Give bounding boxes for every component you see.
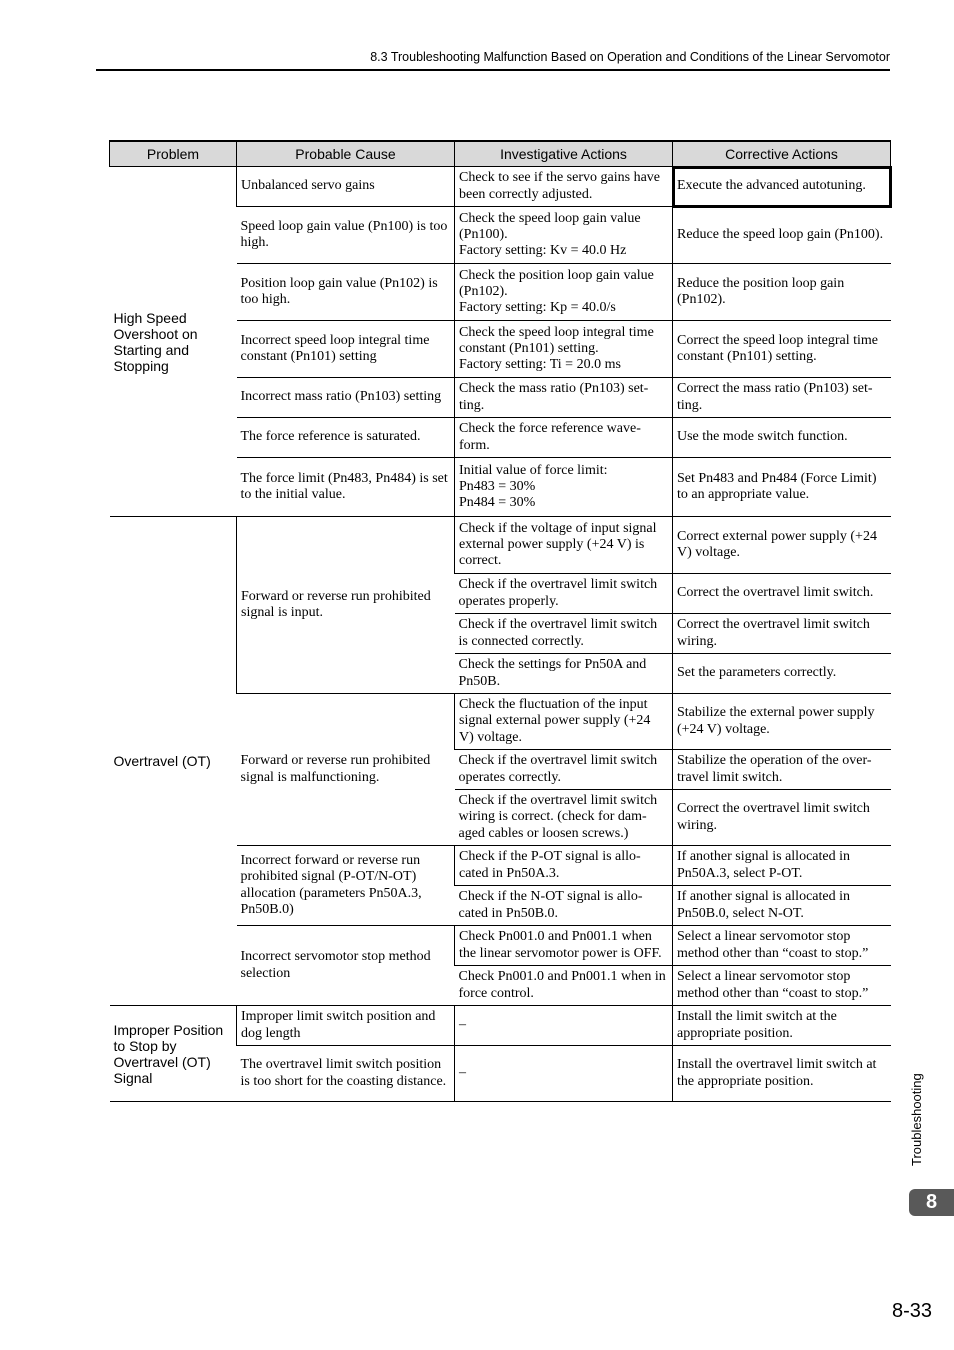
corrective-cell: Set the parameters correctly. (673, 654, 891, 694)
investigation-cell: Check if the overtravel limit switch operates properly. (455, 574, 673, 614)
investigation-cell (455, 207, 673, 264)
investigation-line: Factory setting: Kp = 40.0/s (459, 300, 616, 316)
investigation-cell: Check Pn001.0 and Pn001.1 when the linear servomotor power is OFF. (455, 926, 673, 966)
investigation-cell: Check if the voltage of input signal external power supply (+24 V) is correct. (455, 517, 673, 574)
investigation-cell: Check Pn001.0 and Pn001.1 when in force control. (455, 966, 673, 1006)
table-row (110, 517, 891, 574)
investigation-cell: Check if the overtravel limit switch operates correctly. (455, 750, 673, 790)
header-probable-cause: Probable Cause (237, 141, 455, 167)
table-row (110, 1006, 891, 1046)
cause-cell: The force limit (Pn483, Pn484) is set to the initial value. (237, 458, 455, 517)
cause-cell: Incorrect speed loop integral time constant (Pn101) setting (237, 321, 455, 378)
cause-cell: Incorrect servomotor stop method selection (237, 926, 455, 1006)
corrective-cell: Correct the overtravel limit switch. (673, 574, 891, 614)
corrective-cell: Select a linear servomotor stop method other than “coast to stop.” (673, 966, 891, 1006)
investigation-cell: – (455, 1006, 673, 1046)
cause-cell: Improper limit switch position and dog length (237, 1006, 455, 1046)
corrective-cell: Correct the speed loop integral time constant (Pn101) setting. (673, 321, 891, 378)
corrective-cell: Correct the overtravel limit switch wiring. (673, 614, 891, 654)
corrective-cell: Install the overtravel limit switch at the appropriate position. (673, 1046, 891, 1102)
header-problem: Problem (110, 141, 237, 167)
investigation-line: Check the speed loop gain value (Pn100). (459, 210, 641, 242)
section-side-label: Troubleshooting (909, 1073, 924, 1166)
investigation-line: Factory setting: Ti = 20.0 ms (459, 357, 621, 373)
cause-cell: Incorrect mass ratio (Pn103) setting (237, 378, 455, 418)
corrective-cell: If another signal is allocated in Pn50B.0, select N-OT. (673, 886, 891, 926)
corrective-cell: Use the mode switch function. (673, 418, 891, 458)
investigation-line: Pn484 = 30% (459, 495, 536, 511)
problem-cell: Improper Position to Stop by Overtravel (OT) Signal (110, 1006, 237, 1102)
corrective-cell: Stabilize the external power supply (+24 V) voltage. (673, 694, 891, 750)
investigation-cell: Check the force reference wave-form. (455, 418, 673, 458)
running-header: 8.3 Troubleshooting Malfunction Based on Operation and Conditions of the Linear Servomotor (370, 50, 890, 64)
cause-cell: Unbalanced servo gains (237, 167, 455, 207)
header-corrective-actions: Corrective Actions (673, 141, 891, 167)
cause-cell: Speed loop gain value (Pn100) is too high. (237, 207, 455, 264)
cause-cell: Forward or reverse run prohibited signal is malfunctioning. (237, 694, 455, 846)
corrective-cell: Correct the overtravel limit switch wiring. (673, 790, 891, 846)
cause-cell: The force reference is saturated. (237, 418, 455, 458)
problem-cell: Overtravel (OT) (110, 517, 237, 1006)
investigation-cell (455, 264, 673, 321)
investigation-cell: Check the fluctuation of the input signal external power supply (+24 V) voltage. (455, 694, 673, 750)
investigation-line: Initial value of force limit: (459, 462, 608, 478)
corrective-cell: Execute the advanced autotuning. (673, 167, 891, 207)
investigation-cell: Check if the overtravel limit switch is connected correctly. (455, 614, 673, 654)
corrective-cell: Reduce the position loop gain (Pn102). (673, 264, 891, 321)
corrective-cell: Select a linear servomotor stop method other than “coast to stop.” (673, 926, 891, 966)
chapter-tab: 8 (909, 1189, 954, 1216)
cause-cell: Forward or reverse run prohibited signal is input. (237, 517, 455, 694)
cause-cell: Incorrect forward or reverse run prohibited signal (P-OT/N-OT) allocation (parameters Pn50A.3, Pn50B.0) (237, 846, 455, 926)
problem-cell: High Speed Overshoot on Starting and Stopping (110, 167, 237, 517)
investigation-cell: Check if the P-OT signal is allo-cated in Pn50A.3. (455, 846, 673, 886)
troubleshooting-table (109, 140, 891, 1102)
investigation-line: Factory setting: Kv = 40.0 Hz (459, 243, 627, 259)
investigation-cell (455, 458, 673, 517)
investigation-line: Check the speed loop integral time constant (Pn101) setting. (459, 324, 654, 356)
investigation-cell: Check if the N-OT signal is allo-cated in Pn50B.0. (455, 886, 673, 926)
investigation-cell: Check if the overtravel limit switch wiring is correct. (check for dam-aged cables or loosen screws.) (455, 790, 673, 846)
investigation-cell: Check the settings for Pn50A and Pn50B. (455, 654, 673, 694)
cause-cell: The overtravel limit switch position is too short for the coasting distance. (237, 1046, 455, 1102)
corrective-cell: Install the limit switch at the appropriate position. (673, 1006, 891, 1046)
corrective-cell: If another signal is allocated in Pn50A.3, select P-OT. (673, 846, 891, 886)
table-header-row (110, 141, 891, 167)
investigation-line: Check the position loop gain value (Pn102). (459, 267, 654, 299)
corrective-cell: Stabilize the operation of the over-travel limit switch. (673, 750, 891, 790)
table-row (110, 167, 891, 207)
corrective-cell: Correct external power supply (+24 V) voltage. (673, 517, 891, 574)
header-investigative-actions: Investigative Actions (455, 141, 673, 167)
cause-cell: Position loop gain value (Pn102) is too high. (237, 264, 455, 321)
corrective-cell: Correct the mass ratio (Pn103) set-ting. (673, 378, 891, 418)
page-number: 8-33 (891, 1300, 932, 1322)
corrective-cell: Set Pn483 and Pn484 (Force Limit) to an appropriate value. (673, 458, 891, 517)
investigation-cell: Check to see if the servo gains have been correctly adjusted. (455, 167, 673, 207)
investigation-cell (455, 321, 673, 378)
investigation-cell: Check the mass ratio (Pn103) set-ting. (455, 378, 673, 418)
investigation-cell: – (455, 1046, 673, 1102)
corrective-cell: Reduce the speed loop gain (Pn100). (673, 207, 891, 264)
investigation-line: Pn483 = 30% (459, 478, 536, 494)
header-rule (96, 69, 890, 71)
